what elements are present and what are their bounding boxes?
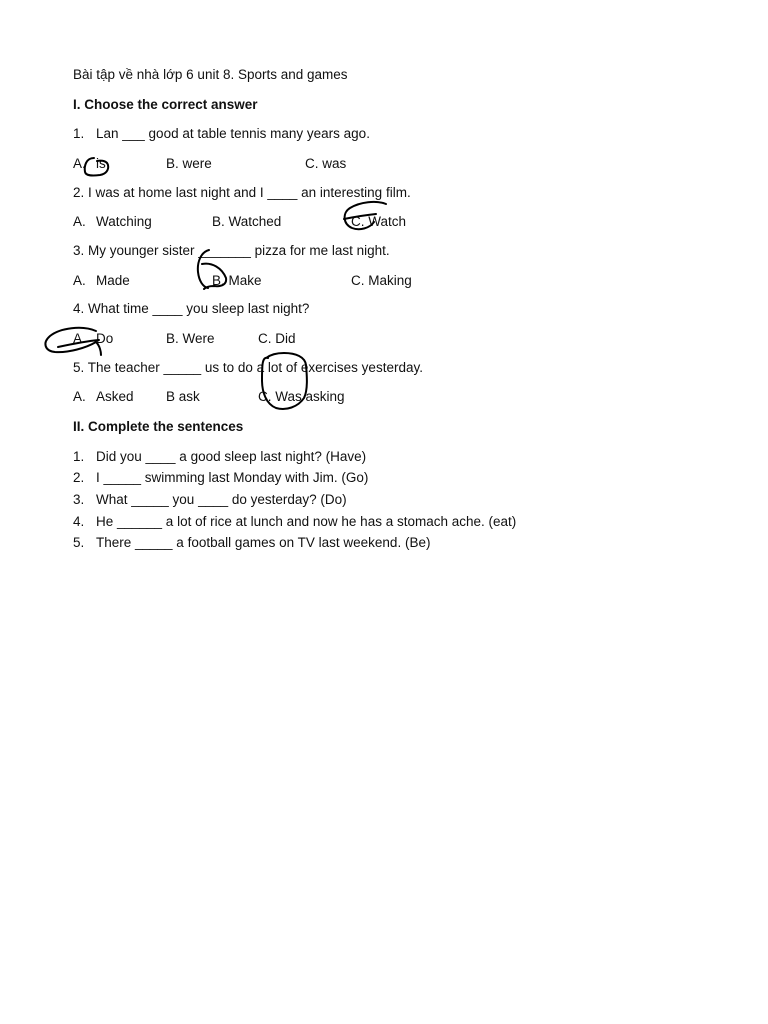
s2-item-2-number: 2. [73, 470, 85, 485]
q1-option-c: C. was [305, 156, 347, 171]
q2-option-a-letter: A. [73, 214, 86, 229]
s2-item-5-number: 5. [73, 535, 85, 550]
q5-text: 5. The teacher _____ us to do a lot of exercises yesterday. [73, 360, 423, 375]
q1-text: Lan ___ good at table tennis many years ago. [96, 126, 370, 141]
s2-item-1-number: 1. [73, 449, 85, 464]
s2-item-4-text: He ______ a lot of rice at lunch and now he has a stomach ache. (eat) [96, 514, 517, 529]
q4-option-b: B. Were [166, 331, 215, 346]
section1-heading: I. Choose the correct answer [73, 97, 258, 112]
q2-text: 2. I was at home last night and I ____ an interesting film. [73, 185, 411, 200]
q5-option-c: C. Was asking [258, 389, 345, 404]
q4-option-c: C. Did [258, 331, 296, 346]
q1-option-a-letter: A. [73, 156, 86, 171]
q1-option-a: is [96, 156, 106, 171]
q3-option-a: Made [96, 273, 130, 288]
section2-heading: II. Complete the sentences [73, 419, 244, 434]
q3-option-a-letter: A. [73, 273, 86, 288]
q5-option-a-letter: A. [73, 389, 86, 404]
s2-item-3-number: 3. [73, 492, 85, 507]
q2-option-b: B. Watched [212, 214, 282, 229]
q4-option-a-letter: A. [73, 331, 86, 346]
page-title: Bài tập về nhà lớp 6 unit 8. Sports and games [73, 67, 348, 82]
q4-option-a: Do [96, 331, 114, 346]
q3-option-b: B. Make [212, 273, 262, 288]
s2-item-1-text: Did you ____ a good sleep last night? (Have) [96, 449, 367, 464]
s2-item-4-number: 4. [73, 514, 85, 529]
s2-item-3-text: What _____ you ____ do yesterday? (Do) [96, 492, 347, 507]
q5-option-b: B ask [166, 389, 200, 404]
q1-option-b: B. were [166, 156, 212, 171]
s2-item-5-text: There _____ a football games on TV last weekend. (Be) [96, 535, 431, 550]
q3-text: 3. My younger sister _______ pizza for me last night. [73, 243, 390, 258]
s2-item-2-text: I _____ swimming last Monday with Jim. (Go) [96, 470, 369, 485]
q3-option-c: C. Making [351, 273, 412, 288]
q4-text: 4. What time ____ you sleep last night? [73, 301, 310, 316]
q2-option-c: C. Watch [351, 214, 407, 229]
q5-option-a: Asked [96, 389, 134, 404]
q1-number: 1. [73, 126, 85, 141]
q2-option-a: Watching [96, 214, 152, 229]
